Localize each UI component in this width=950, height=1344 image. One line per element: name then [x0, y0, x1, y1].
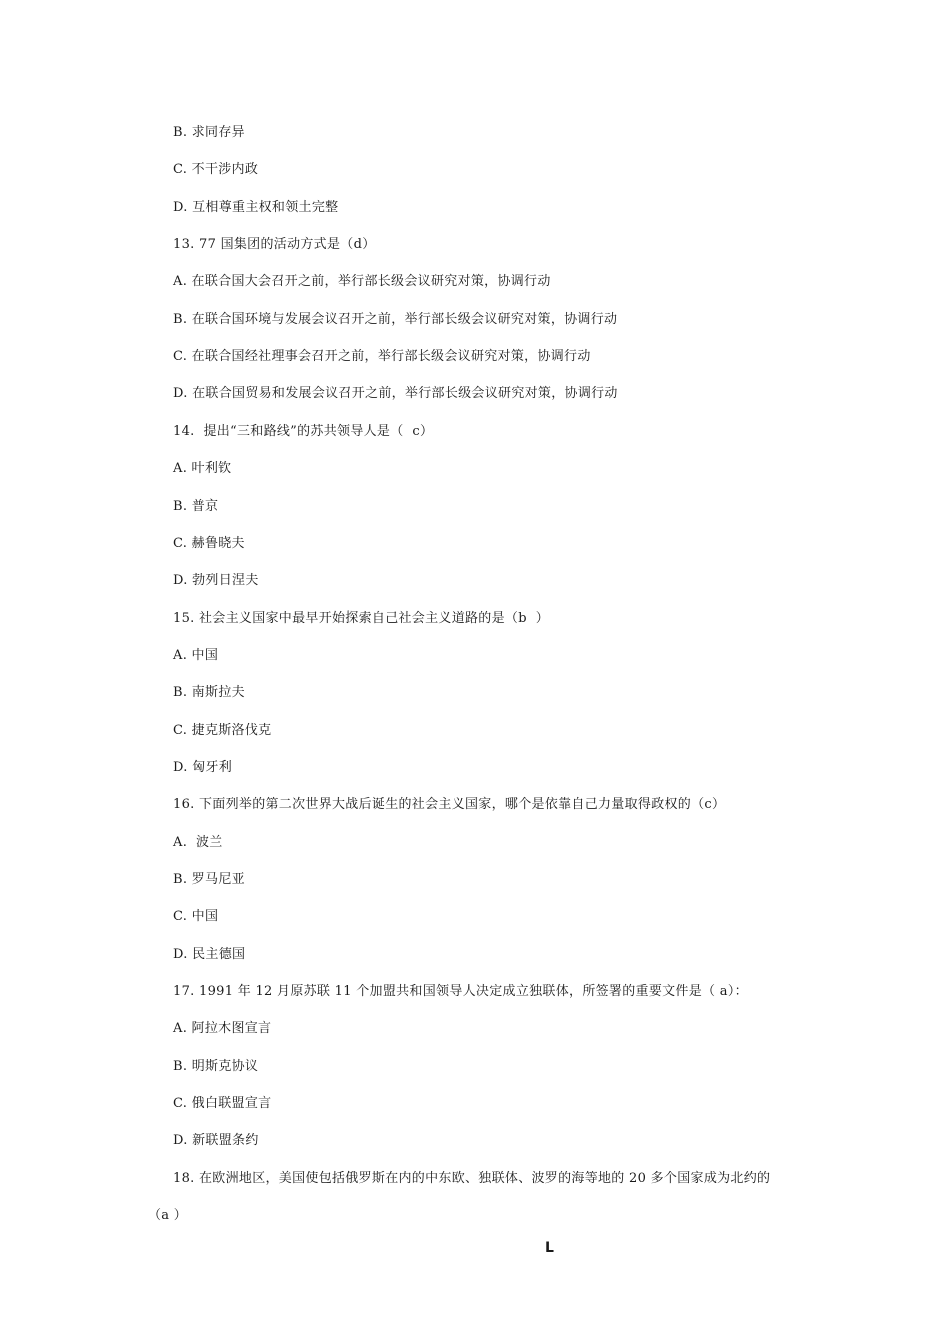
option-14a: A. 叶利钦	[173, 461, 232, 476]
option-17c: C. 俄白联盟宣言	[173, 1096, 272, 1111]
option-13c: C. 在联合国经社理事会召开之前，举行部长级会议研究对策，协调行动	[173, 349, 591, 364]
option-15c: C. 捷克斯洛伐克	[173, 723, 272, 738]
option-12d: D. 互相尊重主权和领土完整	[173, 200, 339, 215]
option-16b: B. 罗马尼亚	[173, 872, 245, 887]
option-16d: D. 民主德国	[173, 947, 246, 962]
option-15a: A. 中国	[173, 648, 219, 663]
option-14b: B. 普京	[173, 499, 219, 514]
option-15b: B. 南斯拉夫	[173, 685, 245, 700]
option-13a: A. 在联合国大会召开之前，举行部长级会议研究对策，协调行动	[173, 274, 551, 289]
option-17a: A. 阿拉木图宣言	[173, 1021, 272, 1036]
question-18-continuation: （a ）	[148, 1208, 188, 1223]
option-13b: B. 在联合国环境与发展会议召开之前，举行部长级会议研究对策，协调行动	[173, 312, 618, 327]
option-12c: C. 不干涉内政	[173, 162, 259, 177]
option-15d: D. 匈牙利	[173, 760, 233, 775]
question-13: 13. 77 国集团的活动方式是（d）	[173, 237, 376, 252]
question-15: 15. 社会主义国家中最早开始探索自己社会主义道路的是（b ）	[173, 611, 549, 626]
option-17d: D. 新联盟条约	[173, 1133, 259, 1148]
option-14d: D. 勃列日涅夫	[173, 573, 259, 588]
option-12b: B. 求同存异	[173, 125, 245, 140]
option-13d: D. 在联合国贸易和发展会议召开之前，举行部长级会议研究对策，协调行动	[173, 386, 618, 401]
option-16a: A. 波兰	[173, 835, 223, 850]
option-16c: C. 中国	[173, 909, 219, 924]
option-14c: C. 赫鲁晓夫	[173, 536, 245, 551]
question-14: 14. 提出“三和路线”的苏共领导人是（ c）	[173, 424, 434, 439]
option-17b: B. 明斯克协议	[173, 1059, 259, 1074]
question-16: 16. 下面列举的第二次世界大战后诞生的社会主义国家，哪个是依靠自己力量取得政权的（c）	[173, 797, 726, 812]
question-17: 17. 1991 年 12 月原苏联 11 个加盟共和国领导人决定成立独联体，所签署的重要文件是（ a）：	[173, 984, 748, 999]
question-18: 18. 在欧洲地区，美国使包括俄罗斯在内的中东欧、独联体、波罗的海等地的 20 多个国家成为北约的	[173, 1171, 771, 1186]
page-footer-mark: L	[545, 1240, 554, 1256]
